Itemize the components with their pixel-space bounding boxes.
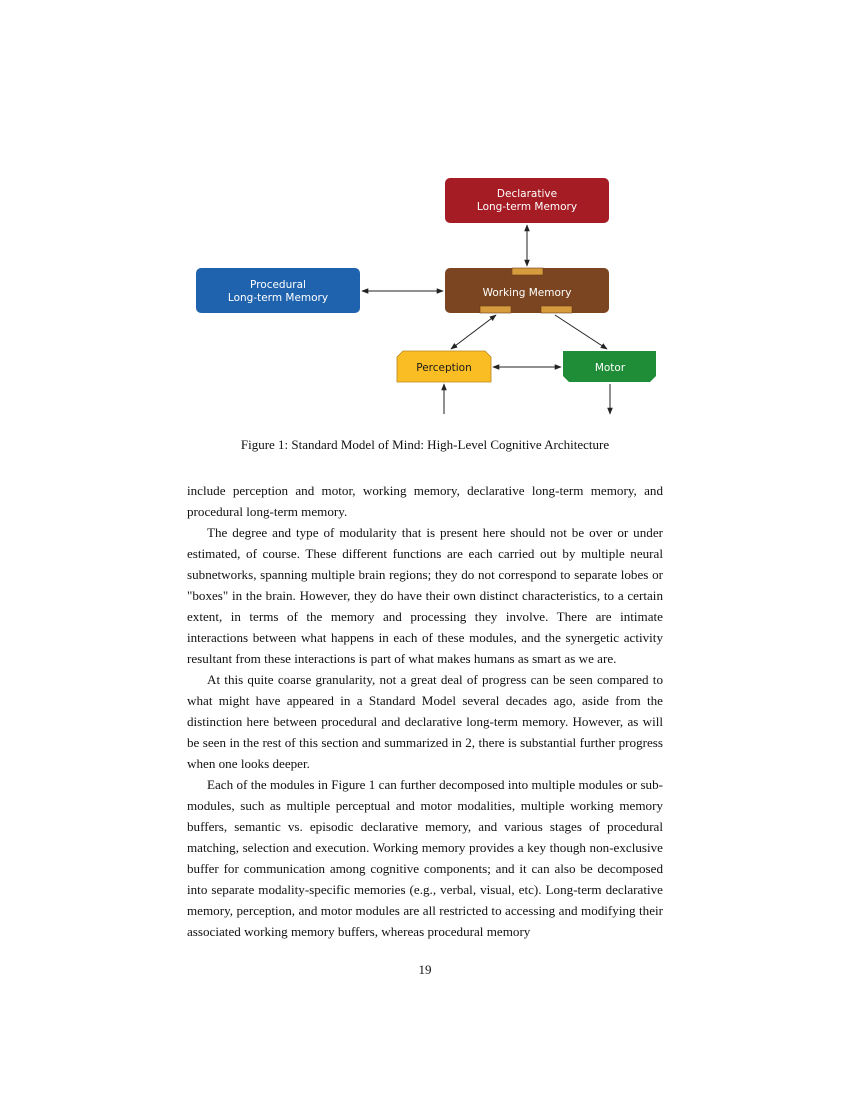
perception-box [397,351,491,382]
paragraph-2: The degree and type of modularity that is present here should not be over or under estimated, of course. These different functions are each carried out by multiple neural subnetworks, spanning multiple brain regions; they do not correspond to separate lobes or "boxes" in the brain. However, they do have their own distinct characteristics, to a certain extent, in terms of the memory and processing they involve. There are intimate interactions between what happens in each of these modules, and the synergetic activity resultant from these interactions is part of what makes humans as smart as we are. [187,525,663,666]
working-memory-label: Working Memory [482,287,572,299]
working-buffer-bottom-left [480,306,511,313]
perception-label: Perception [416,362,472,374]
working-buffer-top [512,268,543,275]
working-memory-box [445,268,609,313]
paragraph-4: Each of the modules in Figure 1 can further decomposed into multiple modules or sub-modules, such as multiple perceptual and motor modalities, multiple working memory buffers, semantic vs. episodic declarative memory, and various stages of procedural matching, selection and execution. Working memory provides a key though non-exclusive buffer for communication among cognitive components; and it can also be decomposed into separate modality-specific memories (e.g., verbal, visual, etc). Long-term declarative memory, perception, and motor modules are all restricted to accessing and modifying their associated working memory buffers, whereas procedural memory [187,777,663,939]
declarative-label-line1: Declarative [496,188,558,200]
paragraph-1: include perception and motor, working memory, declarative long-term memory, and procedural long-term memory. [187,483,663,519]
procedural-label-line1: Procedural [250,279,306,291]
declarative-label-line2: Long-term Memory [476,201,578,213]
working-buffer-bottom-right [541,306,572,313]
architecture-diagram [0,0,850,430]
body-text [187,480,663,942]
motor-box [563,351,656,382]
motor-label: Motor [594,362,626,374]
declarative-memory-box [445,178,609,223]
procedural-label-line2: Long-term Memory [227,292,329,304]
page-number: 19 [418,962,432,977]
figure-caption: Figure 1: Standard Model of Mind: High-Level Cognitive Architecture [240,437,610,452]
arrow-working-perception [451,315,496,349]
procedural-memory-box [196,268,360,313]
arrow-working-motor [555,315,607,349]
paragraph-3: At this quite coarse granularity, not a great deal of progress can be seen compared to what might have appeared in a Standard Model several decades ago, aside from the distinction here between procedural and declarative long-term memory. However, as will be seen in the rest of this section and summarized in 2, there is substantial further progress when one looks deeper. [187,672,663,771]
